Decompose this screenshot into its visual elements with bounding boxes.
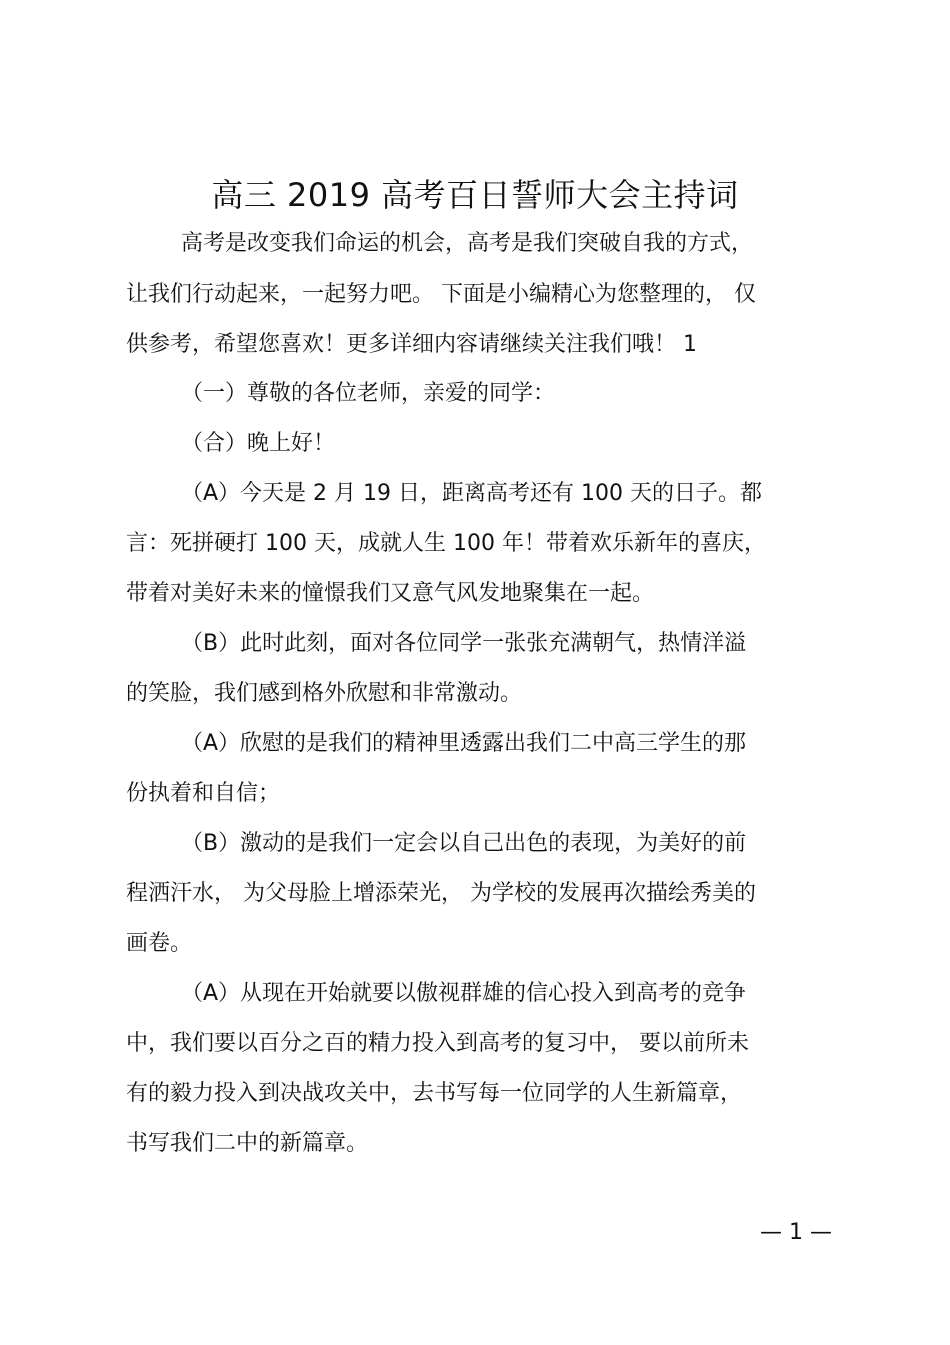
paragraph-7-line-4: 书写我们二中的新篇章。	[126, 1131, 369, 1156]
paragraph-3-line-3: 带着对美好未来的憧憬我们又意气风发地聚集在一起。	[126, 581, 655, 606]
paragraph-5-line-1: （A）欣慰的是我们的精神里透露出我们二中高三学生的那	[181, 731, 747, 756]
intro-line-1: 高考是改变我们命运的机会，高考是我们突破自我的方式，	[181, 231, 754, 256]
intro-line-2: 让我们行动起来，一起努力吧。 下面是小编精心为您整理的， 仅	[126, 282, 756, 307]
paragraph-3-line-2: 言：死拼硬打 100 天，成就人生 100 年！带着欢乐新年的喜庆，	[126, 531, 766, 556]
paragraph-3-line-1: （A）今天是 2 月 19 日，距离高考还有 100 天的日子。都	[181, 481, 762, 506]
paragraph-5-line-2: 份执着和自信；	[126, 781, 281, 806]
paragraph-4-line-2: 的笑脸，我们感到格外欣慰和非常激动。	[126, 681, 523, 706]
paragraph-6-line-2: 程洒汗水， 为父母脸上增添荣光， 为学校的发展再次描绘秀美的	[126, 881, 756, 906]
paragraph-7-line-1: （A）从现在开始就要以傲视群雄的信心投入到高考的竞争	[181, 981, 747, 1006]
page-number: — 1 —	[760, 1220, 832, 1245]
paragraph-6-line-3: 画卷。	[126, 931, 193, 956]
paragraph-4-line-1: （B）此时此刻，面对各位同学一张张充满朝气，热情洋溢	[181, 631, 747, 656]
document-title: 高三 2019 高考百日誓师大会主持词	[211, 176, 739, 214]
paragraph-7-line-3: 有的毅力投入到决战攻关中，去书写每一位同学的人生新篇章，	[126, 1081, 743, 1106]
intro-line-3: 供参考，希望您喜欢！更多详细内容请继续关注我们哦！ 1	[126, 332, 697, 357]
paragraph-greeting: （一）尊敬的各位老师，亲爱的同学：	[181, 381, 556, 406]
paragraph-7-line-2: 中，我们要以百分之百的精力投入到高考的复习中， 要以前所未	[126, 1031, 749, 1056]
paragraph-good-evening: （合）晚上好！	[181, 431, 336, 456]
paragraph-6-line-1: （B）激动的是我们一定会以自己出色的表现，为美好的前	[181, 831, 747, 856]
